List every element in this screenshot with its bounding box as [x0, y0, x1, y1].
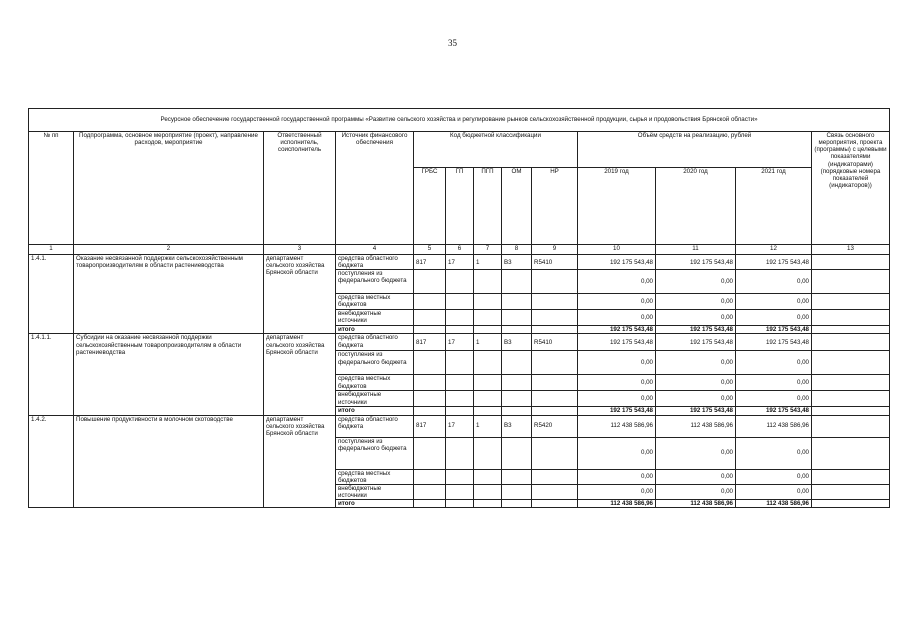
- code-empty: [532, 270, 578, 294]
- col-number: 7: [474, 245, 502, 255]
- col-number: 5: [414, 245, 446, 255]
- col-number: 8: [502, 245, 532, 255]
- code-empty: [414, 500, 446, 508]
- value-2020: 0,00: [656, 484, 736, 499]
- funding-source: средства местных бюджетов: [336, 294, 414, 310]
- code-empty: [532, 310, 578, 326]
- indicator-link: [812, 484, 890, 499]
- header-2021: 2021 год: [736, 168, 812, 245]
- funding-source: средства местных бюджетов: [336, 469, 414, 484]
- funding-source: поступления из федерального бюджета: [336, 270, 414, 294]
- code-empty: [502, 351, 532, 375]
- item-executor: департамент сельского хозяйства Брянской области: [264, 255, 336, 334]
- code-empty: [502, 500, 532, 508]
- code-empty: [414, 469, 446, 484]
- indicator-link: [812, 270, 890, 294]
- funding-source: итого: [336, 500, 414, 508]
- header-grbs: ГРБС: [414, 168, 446, 245]
- value-2019: 192 175 543,48: [578, 334, 656, 351]
- value-2019: 192 175 543,48: [578, 326, 656, 334]
- value-2021: 192 175 543,48: [736, 326, 812, 334]
- item-number: 1.4.2.: [29, 415, 74, 508]
- header-program: Подпрограмма, основное мероприятие (проект), направление расходов, мероприятие: [74, 132, 264, 245]
- value-2020: 0,00: [656, 310, 736, 326]
- code-om: В3: [502, 334, 532, 351]
- code-empty: [446, 326, 474, 334]
- value-2021: 0,00: [736, 294, 812, 310]
- code-empty: [532, 294, 578, 310]
- value-2021: 112 438 586,96: [736, 500, 812, 508]
- indicator-link: [812, 255, 890, 270]
- page-number: 35: [448, 38, 457, 48]
- code-empty: [474, 484, 502, 499]
- value-2021: 192 175 543,48: [736, 334, 812, 351]
- value-2019: 112 438 586,96: [578, 500, 656, 508]
- value-2019: 0,00: [578, 310, 656, 326]
- header-volume: Объём средств на реализацию, рублей: [578, 132, 812, 168]
- code-pgp: 1: [474, 415, 502, 437]
- value-2020: 112 438 586,96: [656, 500, 736, 508]
- indicator-link: [812, 437, 890, 469]
- value-2021: 0,00: [736, 270, 812, 294]
- header-2020: 2020 год: [656, 168, 736, 245]
- value-2019: 0,00: [578, 469, 656, 484]
- value-2020: 0,00: [656, 270, 736, 294]
- col-number: 4: [336, 245, 414, 255]
- indicator-link: [812, 326, 890, 334]
- col-number: 12: [736, 245, 812, 255]
- funding-source: средства областного бюджета: [336, 334, 414, 351]
- value-2019: 0,00: [578, 484, 656, 499]
- code-empty: [446, 469, 474, 484]
- code-gp: 17: [446, 334, 474, 351]
- code-empty: [502, 437, 532, 469]
- code-empty: [414, 437, 446, 469]
- code-empty: [502, 469, 532, 484]
- indicator-link: [812, 469, 890, 484]
- header-2019: 2019 год: [578, 168, 656, 245]
- code-grbs: 817: [414, 415, 446, 437]
- indicator-link: [812, 351, 890, 375]
- code-np: R5410: [532, 255, 578, 270]
- code-empty: [414, 407, 446, 415]
- value-2021: 0,00: [736, 310, 812, 326]
- code-empty: [532, 391, 578, 407]
- value-2021: 0,00: [736, 391, 812, 407]
- value-2020: 0,00: [656, 437, 736, 469]
- header-np: НР: [532, 168, 578, 245]
- value-2020: 112 438 586,96: [656, 415, 736, 437]
- code-om: В3: [502, 415, 532, 437]
- item-name: Повышение продуктивности в молочном скотоводстве: [74, 415, 264, 508]
- col-number: 11: [656, 245, 736, 255]
- code-empty: [532, 326, 578, 334]
- header-link: Связь основного мероприятия, проекта (программы) с целевыми показателями (индикаторами) (порядковые номера показателей (индикаторов)): [812, 132, 890, 245]
- value-2019: 0,00: [578, 270, 656, 294]
- table-row: [29, 334, 890, 351]
- code-empty: [446, 375, 474, 391]
- code-gp: 17: [446, 255, 474, 270]
- code-empty: [446, 351, 474, 375]
- header-source: Источник финансового обеспечения: [336, 132, 414, 245]
- value-2021: 192 175 543,48: [736, 407, 812, 415]
- value-2020: 0,00: [656, 391, 736, 407]
- funding-source: средства местных бюджетов: [336, 375, 414, 391]
- code-pgp: 1: [474, 255, 502, 270]
- indicator-link: [812, 500, 890, 508]
- value-2020: 0,00: [656, 469, 736, 484]
- table-row: [29, 415, 890, 437]
- code-empty: [414, 326, 446, 334]
- col-number: 6: [446, 245, 474, 255]
- code-empty: [446, 500, 474, 508]
- code-empty: [502, 294, 532, 310]
- code-empty: [532, 407, 578, 415]
- code-np: R5420: [532, 415, 578, 437]
- value-2020: 0,00: [656, 294, 736, 310]
- code-empty: [414, 391, 446, 407]
- code-empty: [414, 270, 446, 294]
- col-number: 13: [812, 245, 890, 255]
- indicator-link: [812, 407, 890, 415]
- code-empty: [532, 469, 578, 484]
- code-grbs: 817: [414, 334, 446, 351]
- value-2020: 192 175 543,48: [656, 326, 736, 334]
- code-empty: [446, 484, 474, 499]
- indicator-link: [812, 375, 890, 391]
- value-2021: 0,00: [736, 437, 812, 469]
- value-2019: 0,00: [578, 294, 656, 310]
- code-empty: [502, 407, 532, 415]
- code-empty: [532, 375, 578, 391]
- code-empty: [502, 484, 532, 499]
- code-empty: [414, 351, 446, 375]
- code-empty: [474, 326, 502, 334]
- item-number: 1.4.1.: [29, 255, 74, 334]
- value-2019: 192 175 543,48: [578, 255, 656, 270]
- value-2021: 112 438 586,96: [736, 415, 812, 437]
- code-empty: [446, 391, 474, 407]
- funding-source: средства областного бюджета: [336, 415, 414, 437]
- value-2021: 0,00: [736, 469, 812, 484]
- col-number: 10: [578, 245, 656, 255]
- value-2020: 0,00: [656, 375, 736, 391]
- header-pgp: ПГП: [474, 168, 502, 245]
- table-row: [29, 255, 890, 270]
- code-empty: [502, 375, 532, 391]
- title-row: [29, 109, 890, 132]
- code-empty: [502, 326, 532, 334]
- table-title: Ресурсное обеспечение государственной государственной программы «Развитие сельского хозяйства и регулирование рынков сельскохозяйственной продукции, сырья и продовольствия Брянской области»: [29, 109, 890, 132]
- item-name: Субсидии на оказание несвязанной поддержки сельскохозяйственным товаропроизводителям в области растениеводства: [74, 334, 264, 415]
- indicator-link: [812, 415, 890, 437]
- value-2020: 192 175 543,48: [656, 255, 736, 270]
- value-2021: 0,00: [736, 351, 812, 375]
- code-np: R5410: [532, 334, 578, 351]
- code-empty: [532, 484, 578, 499]
- col-number: 2: [74, 245, 264, 255]
- code-empty: [474, 310, 502, 326]
- code-grbs: 817: [414, 255, 446, 270]
- code-empty: [474, 375, 502, 391]
- value-2020: 0,00: [656, 351, 736, 375]
- value-2019: 192 175 543,48: [578, 407, 656, 415]
- code-empty: [446, 310, 474, 326]
- code-empty: [474, 294, 502, 310]
- value-2020: 192 175 543,48: [656, 334, 736, 351]
- funding-source: внебюджетные источники: [336, 484, 414, 499]
- header-row: [29, 132, 890, 168]
- col-number: 9: [532, 245, 578, 255]
- indicator-link: [812, 310, 890, 326]
- header-num: № пп: [29, 132, 74, 245]
- code-empty: [446, 270, 474, 294]
- code-empty: [446, 437, 474, 469]
- indicator-link: [812, 294, 890, 310]
- indicator-link: [812, 334, 890, 351]
- col-number: 1: [29, 245, 74, 255]
- funding-source: поступления из федерального бюджета: [336, 437, 414, 469]
- col-number: 3: [264, 245, 336, 255]
- funding-source: итого: [336, 326, 414, 334]
- header-budget-code: Код бюджетной классификации: [414, 132, 578, 168]
- value-2019: 0,00: [578, 351, 656, 375]
- code-empty: [502, 310, 532, 326]
- value-2020: 192 175 543,48: [656, 407, 736, 415]
- column-number-row: [29, 245, 890, 255]
- code-om: В3: [502, 255, 532, 270]
- value-2021: 0,00: [736, 484, 812, 499]
- funding-source: итого: [336, 407, 414, 415]
- code-empty: [532, 437, 578, 469]
- code-empty: [446, 294, 474, 310]
- header-executor: Ответственный исполнитель, соисполнитель: [264, 132, 336, 245]
- funding-source: внебюджетные источники: [336, 391, 414, 407]
- code-empty: [446, 407, 474, 415]
- resource-table: [28, 108, 890, 508]
- funding-source: поступления из федерального бюджета: [336, 351, 414, 375]
- code-empty: [474, 437, 502, 469]
- item-executor: департамент сельского хозяйства Брянской области: [264, 415, 336, 508]
- header-gp: ГП: [446, 168, 474, 245]
- code-empty: [474, 391, 502, 407]
- item-executor: департамент сельского хозяйства Брянской области: [264, 334, 336, 415]
- code-empty: [474, 500, 502, 508]
- value-2019: 0,00: [578, 391, 656, 407]
- code-empty: [532, 500, 578, 508]
- code-empty: [532, 351, 578, 375]
- code-empty: [502, 270, 532, 294]
- code-empty: [414, 310, 446, 326]
- indicator-link: [812, 391, 890, 407]
- code-empty: [474, 270, 502, 294]
- value-2019: 112 438 586,96: [578, 415, 656, 437]
- value-2021: 192 175 543,48: [736, 255, 812, 270]
- code-empty: [414, 294, 446, 310]
- code-empty: [474, 407, 502, 415]
- code-empty: [474, 351, 502, 375]
- item-number: 1.4.1.1.: [29, 334, 74, 415]
- code-empty: [414, 375, 446, 391]
- item-name: Оказание несвязанной поддержки сельскохозяйственным товаропроизводителям в области растениеводства: [74, 255, 264, 334]
- code-empty: [474, 469, 502, 484]
- value-2019: 0,00: [578, 375, 656, 391]
- code-gp: 17: [446, 415, 474, 437]
- code-empty: [414, 484, 446, 499]
- value-2021: 0,00: [736, 375, 812, 391]
- value-2019: 0,00: [578, 437, 656, 469]
- code-pgp: 1: [474, 334, 502, 351]
- code-empty: [502, 391, 532, 407]
- funding-source: внебюджетные источники: [336, 310, 414, 326]
- header-om: ОМ: [502, 168, 532, 245]
- funding-source: средства областного бюджета: [336, 255, 414, 270]
